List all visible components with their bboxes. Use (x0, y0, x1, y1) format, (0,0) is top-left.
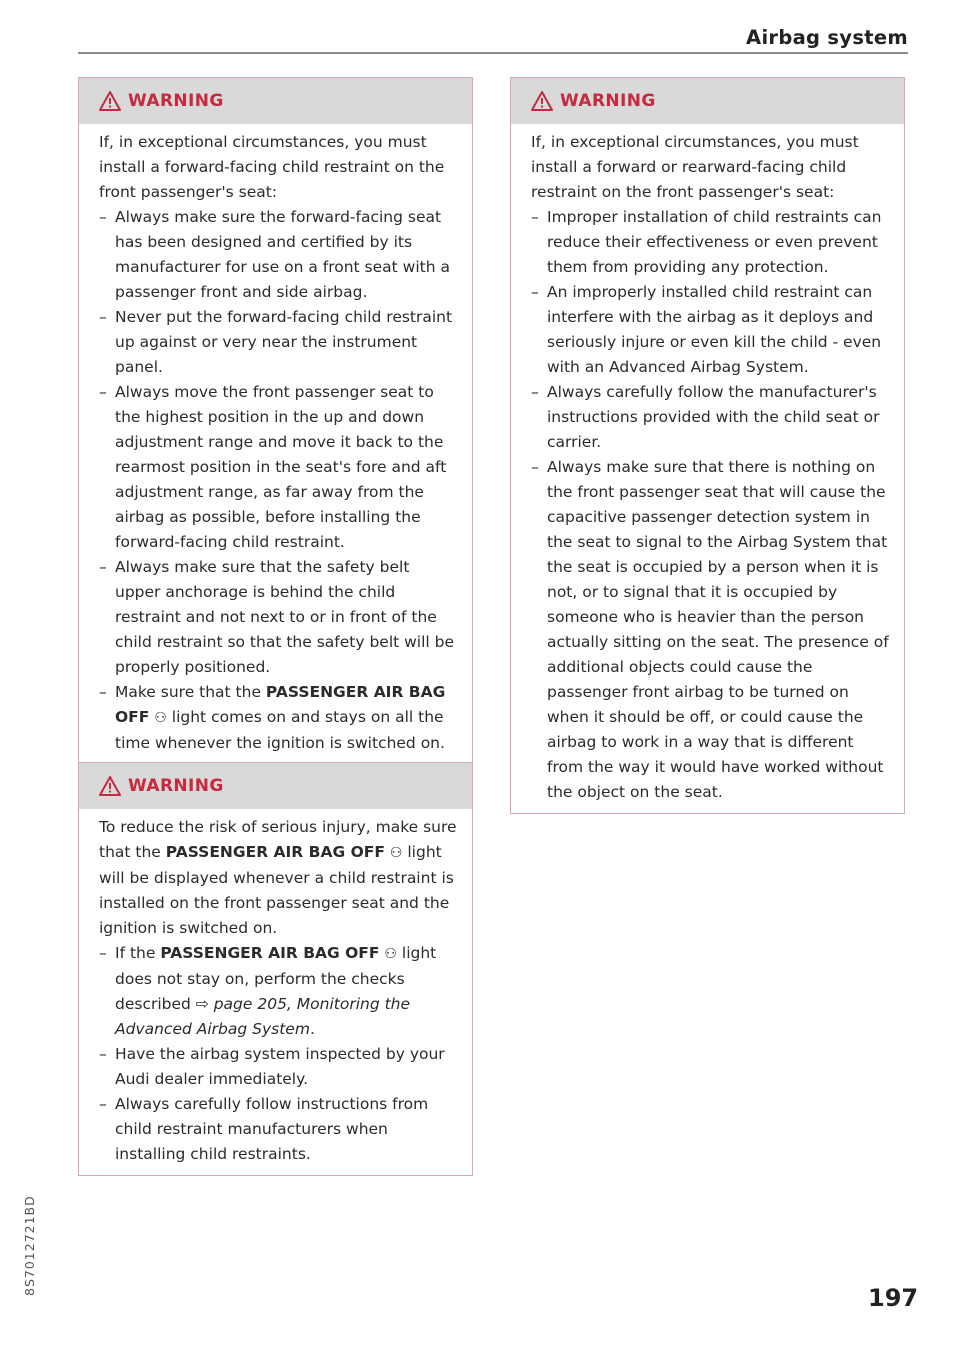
warning-header (79, 78, 472, 124)
warning-list (531, 205, 890, 805)
list-item: – An improperly installed child restraint can interfere with the airbag as it deploys and seriously injure or even kill the child - even with an Advanced Airbag System. (531, 280, 890, 380)
warning-triangle-icon (99, 776, 121, 796)
text-segment: To reduce the risk of serious injury, make sure that the (99, 818, 457, 861)
warning-box-rearward-facing (510, 77, 905, 814)
text-segment: light does not stay on, perform the checks described (115, 944, 437, 1013)
text-segment: light will be displayed whenever a child restraint is installed on the front passenger seat and the ignition is switched on. (99, 843, 454, 937)
list-item: – Never put the forward-facing child restraint up against or very near the instrument panel. (99, 305, 458, 380)
text-segment: . (309, 1020, 315, 1038)
list-item: – Always make sure that there is nothing on the front passenger seat that will cause the capacitive passenger detection system in the seat to signal to the Airbag System that the seat is occupied by a person when it is not, or to signal that it is occupied by someone who is heavier than the person actually sitting on the seat. The presence of additional objects could cause the passenger front airbag to be turned on when it should be off, or could cause the airbag to work in a way that is different from the way it would have worked without the object on the seat. (531, 455, 890, 805)
warning-title: WARNING (560, 91, 656, 111)
section-title: Airbag system (746, 26, 908, 49)
warning-body (79, 809, 472, 1175)
airbag-off-icon: ⚇ (154, 710, 167, 726)
text-segment: Make sure that the (115, 683, 266, 701)
passenger-airbag-off-label: PASSENGER AIR BAG OFF (165, 843, 385, 861)
warning-box-airbag-off-light (78, 762, 473, 1176)
list-item: – Have the airbag system inspected by your Audi dealer immediately. (99, 1042, 458, 1092)
warning-intro: If, in exceptional circumstances, you must install a forward-facing child restraint on the front passenger's seat: (99, 133, 445, 201)
warning-intro: If, in exceptional circumstances, you must install a forward or rearward-facing child restraint on the front passenger's seat: (531, 133, 859, 201)
warning-title: WARNING (128, 776, 224, 796)
list-item (99, 941, 458, 1042)
warning-list (99, 205, 458, 756)
page-number: 197 (868, 1284, 919, 1312)
warning-list (99, 941, 458, 1167)
document-code: 8S7012721BD (22, 1195, 37, 1296)
text-segment: light comes on and stays on all the time whenever the ignition is switched on. (115, 708, 445, 752)
header-rule (78, 52, 908, 54)
text-segment: If the (115, 944, 161, 962)
passenger-airbag-off-label: PASSENGER AIR BAG OFF (115, 683, 446, 726)
warning-intro (99, 815, 458, 941)
list-item: – Improper installation of child restraints can reduce their effectiveness or even prevent them from providing any protection. (531, 205, 890, 280)
warning-triangle-icon (99, 91, 121, 111)
airbag-off-icon: ⚇ (389, 845, 403, 861)
list-item (99, 680, 458, 756)
list-item: – Always move the front passenger seat to the highest position in the up and down adjustment range and move it back to the rearmost position in the seat's fore and aft adjustment range, as far away from the airbag as possible, before installing the forward-facing child restraint. (99, 380, 458, 555)
warning-header (79, 763, 472, 809)
warning-box-forward-facing (78, 77, 473, 765)
warning-title: WARNING (128, 91, 224, 111)
list-item: – Always carefully follow instructions from child restraint manufacturers when installing child restraints. (99, 1092, 458, 1167)
warning-triangle-icon (531, 91, 553, 111)
list-item: – Always make sure the forward-facing seat has been designed and certified by its manufacturer for use on a front seat with a passenger front and side airbag. (99, 205, 458, 305)
airbag-off-icon: ⚇ (384, 946, 397, 962)
warning-header (511, 78, 904, 124)
page-reference-link[interactable]: ⇨ page 205, Monitoring the Advanced Airbag System (115, 995, 411, 1038)
warning-body (79, 124, 472, 764)
list-item: – Always carefully follow the manufacturer's instructions provided with the child seat or carrier. (531, 380, 890, 455)
list-item: – Always make sure that the safety belt upper anchorage is behind the child restraint and not next to or in front of the child restraint so that the safety belt will be properly positioned. (99, 555, 458, 680)
passenger-airbag-off-label: PASSENGER AIR BAG OFF (160, 944, 380, 962)
warning-body (511, 124, 904, 813)
